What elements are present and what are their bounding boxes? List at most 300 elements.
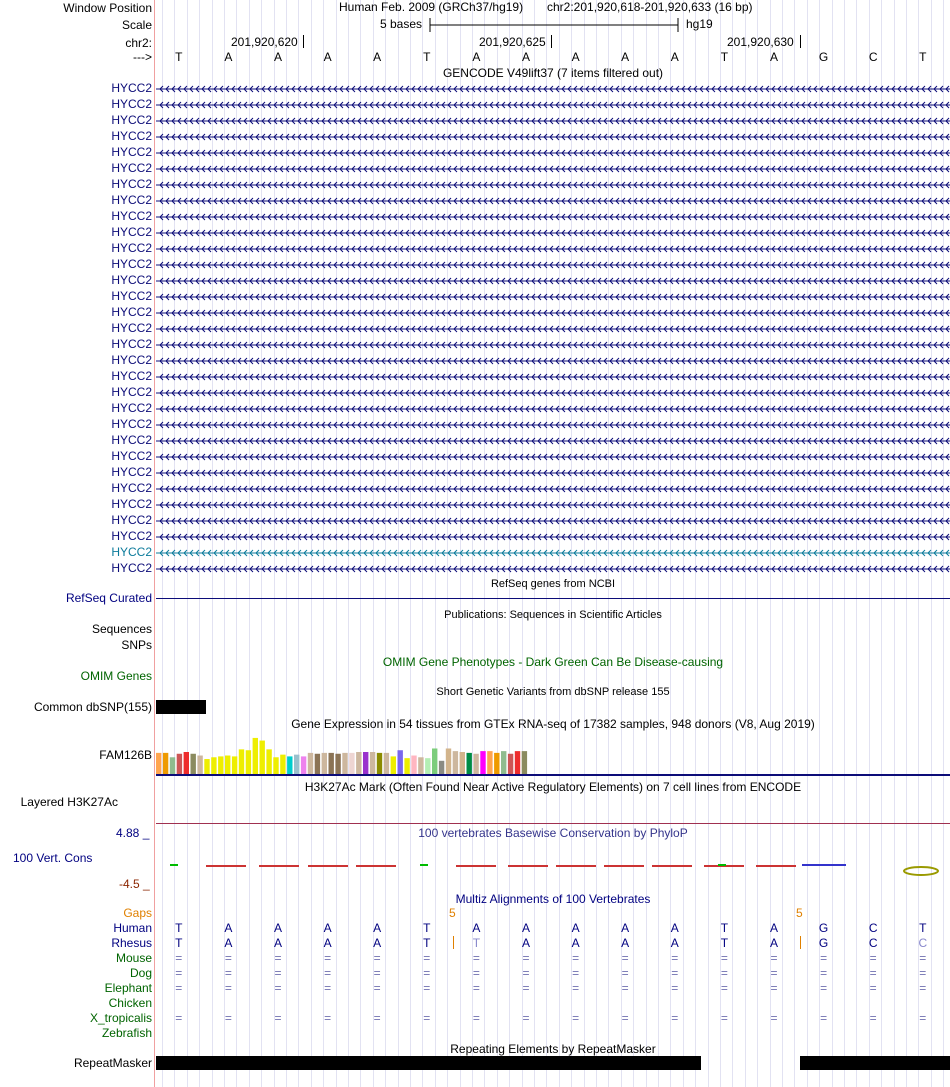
phylop-mark-15 (802, 864, 846, 866)
aln-elephant-11: = (671, 981, 679, 995)
aln-mouse-2: = (224, 951, 232, 965)
gtex-bar-40 (425, 758, 430, 774)
phylop-mark-14 (756, 865, 796, 867)
aln-rhesus-3: A (273, 936, 282, 950)
aln-human-6: T (423, 921, 431, 935)
aln-rhesus-14: G (818, 936, 829, 950)
species-label-zebrafish[interactable]: Zebrafish (101, 1026, 152, 1040)
aln-rhesus-13: A (769, 936, 778, 950)
gencode-feature-26[interactable] (156, 484, 950, 494)
gtex-bar-21 (294, 755, 299, 774)
gencode-feature-31[interactable] (156, 564, 950, 574)
repeatmasker-title: Repeating Elements by RepeatMasker (450, 1042, 656, 1056)
aln-rhesus-6: T (423, 936, 431, 950)
gencode-label-24[interactable]: HYCC2 (111, 449, 152, 463)
species-label-dog[interactable]: Dog (129, 966, 152, 980)
phylop-mark-2 (206, 865, 246, 867)
species-label-rhesus[interactable]: Rhesus (111, 936, 152, 950)
dbsnp-label[interactable]: Common dbSNP(155) (33, 700, 152, 714)
h3k27ac-baseline (156, 823, 950, 824)
aln-human-1: T (175, 921, 183, 935)
aln-elephant-6: = (423, 981, 431, 995)
aln-rhesus-2: A (224, 936, 233, 950)
gencode-feature-22[interactable] (156, 420, 950, 430)
aln-rhesus-9: A (571, 936, 580, 950)
gencode-feature-12[interactable] (156, 260, 950, 270)
phylop-mark-7 (456, 865, 496, 867)
gtex-bar-38 (411, 756, 416, 774)
gtex-bar-54 (522, 751, 527, 774)
aln-rhesus-12: T (720, 936, 729, 950)
phylop-mark-6 (420, 864, 428, 866)
aln-x_tropicalis-12: = (720, 1011, 728, 1025)
gtex-bar-3 (170, 757, 175, 774)
aln-mouse-11: = (671, 951, 679, 965)
gencode-feature-2[interactable] (156, 100, 950, 110)
aln-rhesus-5: A (373, 936, 382, 950)
gtex-bar-6 (191, 754, 196, 774)
aln-human-12: T (720, 921, 729, 935)
aln-elephant-1: = (175, 981, 183, 995)
repeat-element-1[interactable] (156, 1056, 701, 1070)
aln-mouse-6: = (423, 951, 431, 965)
gencode-feature-17[interactable] (156, 340, 950, 350)
gencode-feature-28[interactable] (156, 516, 950, 526)
aln-mouse-7: = (472, 951, 480, 965)
ruler-tick-3 (800, 35, 801, 48)
base-1: T (175, 50, 183, 64)
species-label-mouse[interactable]: Mouse (115, 951, 152, 965)
refseq-feature[interactable] (156, 598, 950, 599)
gencode-feature-3[interactable] (156, 116, 950, 126)
aln-elephant-9: = (572, 981, 580, 995)
aln-human-10: A (621, 921, 630, 935)
aln-dog-8: = (522, 966, 530, 980)
gtex-bar-7 (197, 756, 202, 774)
gtex-bar-35 (391, 756, 396, 774)
gencode-feature-4[interactable] (156, 132, 950, 142)
ruler-tick-2 (551, 35, 552, 48)
aln-dog-4: = (324, 966, 332, 980)
aln-rhesus-4: A (323, 936, 332, 950)
gtex-bar-31 (363, 752, 368, 774)
gencode-label-28[interactable]: HYCC2 (111, 513, 152, 527)
base-11: A (670, 50, 679, 64)
phylop-label[interactable]: 100 Vert. Cons (13, 851, 93, 865)
base-10: A (621, 50, 630, 64)
phylop-title: 100 vertebrates Basewise Conservation by PhyloP (418, 826, 688, 840)
gtex-bar-30 (356, 752, 361, 774)
repeat-element-2[interactable] (800, 1056, 950, 1070)
gencode-label-22[interactable]: HYCC2 (111, 417, 152, 431)
gtex-bar-53 (515, 751, 520, 774)
base-7: A (472, 50, 481, 64)
aln-human-11: A (670, 921, 679, 935)
aln-dog-6: = (423, 966, 431, 980)
ruler-pos-3: 201,920,630 (727, 35, 794, 49)
base-8: A (521, 50, 530, 64)
gencode-label-13[interactable]: HYCC2 (111, 273, 152, 287)
base-13: A (769, 50, 778, 64)
gencode-label-4[interactable]: HYCC2 (111, 129, 152, 143)
omim-title: OMIM Gene Phenotypes - Dark Green Can Be Disease-causing (382, 655, 724, 669)
gencode-label-7[interactable]: HYCC2 (111, 177, 152, 191)
gencode-feature-8[interactable] (156, 196, 950, 206)
gencode-label-20[interactable]: HYCC2 (111, 385, 152, 399)
phylop-mark-11 (652, 865, 692, 867)
aln-rhesus-15: C (868, 936, 878, 950)
gencode-feature-5[interactable] (156, 148, 950, 158)
gencode-label-2[interactable]: HYCC2 (111, 97, 152, 111)
strand-label: ---> (133, 50, 152, 64)
gencode-label-29[interactable]: HYCC2 (111, 529, 152, 543)
scale-bar (428, 17, 680, 33)
gtex-title: Gene Expression in 54 tissues from GTEx RNA-seq of 17382 samples, 948 donors (V8, Aug 2019) (291, 717, 815, 731)
gencode-label-16[interactable]: HYCC2 (111, 321, 152, 335)
aln-x_tropicalis-13: = (770, 1011, 778, 1025)
gencode-feature-7[interactable] (156, 180, 950, 190)
gencode-feature-16[interactable] (156, 324, 950, 334)
gencode-label-8[interactable]: HYCC2 (111, 193, 152, 207)
gtex-bar-37 (404, 758, 409, 774)
phylop-mark-1 (170, 864, 178, 866)
aln-dog-16: = (919, 966, 927, 980)
gtex-bar-17 (266, 749, 271, 774)
snps-label[interactable]: SNPs (121, 638, 152, 652)
aln-rhesus-1: T (175, 936, 183, 950)
gtex-bar-18 (273, 757, 278, 774)
aln-dog-3: = (274, 966, 282, 980)
refseq-title: RefSeq genes from NCBI (490, 578, 616, 590)
aln-rhesus-11: A (670, 936, 679, 950)
gencode-label-31[interactable]: HYCC2 (111, 561, 152, 575)
aln-human-2: A (224, 921, 233, 935)
gtex-bar-49 (487, 751, 492, 774)
gtex-gene-label[interactable]: FAM126B (99, 748, 152, 762)
gencode-label-30[interactable]: HYCC2 (111, 545, 152, 559)
gencode-feature-19[interactable] (156, 372, 950, 382)
gtex-bar-47 (473, 754, 478, 774)
aln-x_tropicalis-7: = (472, 1011, 480, 1025)
species-label-x_tropicalis[interactable]: X_tropicalis (89, 1011, 152, 1025)
aln-dog-15: = (869, 966, 877, 980)
aln-dog-10: = (621, 966, 629, 980)
gap-count-1: 5 (449, 906, 456, 920)
gencode-label-5[interactable]: HYCC2 (111, 145, 152, 159)
gtex-bar-1 (156, 753, 161, 774)
gtex-bar-5 (184, 752, 189, 774)
aln-human-7: A (472, 921, 481, 935)
aln-x_tropicalis-9: = (572, 1011, 580, 1025)
chrom-label: chr2: (125, 36, 152, 50)
gtex-bar-10 (218, 756, 223, 774)
gencode-feature-11[interactable] (156, 244, 950, 254)
gtex-bar-12 (232, 756, 237, 774)
gencode-label-6[interactable]: HYCC2 (111, 161, 152, 175)
gencode-label-12[interactable]: HYCC2 (111, 257, 152, 271)
dbsnp-feature[interactable] (156, 700, 206, 714)
aln-elephant-12: = (720, 981, 728, 995)
gtex-bar-graph[interactable] (156, 730, 556, 774)
gencode-label-1[interactable]: HYCC2 (111, 81, 152, 95)
aln-elephant-16: = (919, 981, 927, 995)
gencode-label-19[interactable]: HYCC2 (111, 369, 152, 383)
gtex-bar-46 (467, 753, 472, 774)
aln-mouse-14: = (820, 951, 828, 965)
gencode-label-9[interactable]: HYCC2 (111, 209, 152, 223)
aln-x_tropicalis-11: = (671, 1011, 679, 1025)
base-2: A (224, 50, 233, 64)
window-position-label: Window Position (63, 1, 152, 15)
phylop-mark-13 (718, 864, 726, 866)
ruler-pos-2: 201,920,625 (479, 35, 546, 49)
gtex-bar-29 (349, 753, 354, 774)
aln-x_tropicalis-10: = (621, 1011, 629, 1025)
aln-elephant-10: = (621, 981, 629, 995)
sequences-label[interactable]: Sequences (91, 622, 152, 636)
aln-x_tropicalis-16: = (919, 1011, 927, 1025)
gencode-label-11[interactable]: HYCC2 (111, 241, 152, 255)
aln-human-14: G (818, 921, 829, 935)
phylop-ellipse (904, 867, 938, 875)
assembly-text: Human Feb. 2009 (GRCh37/hg19) (339, 0, 524, 14)
aln-mouse-4: = (324, 951, 332, 965)
aln-mouse-8: = (522, 951, 530, 965)
aln-dog-11: = (671, 966, 679, 980)
repeatmasker-label[interactable]: RepeatMasker (73, 1056, 152, 1070)
gtex-bar-20 (287, 756, 292, 774)
gtex-bar-8 (204, 759, 209, 774)
gencode-label-25[interactable]: HYCC2 (111, 465, 152, 479)
gtex-bar-22 (301, 756, 306, 774)
gtex-bar-33 (377, 753, 382, 774)
aln-mouse-12: = (720, 951, 728, 965)
gencode-feature-29[interactable] (156, 532, 950, 542)
aln-elephant-5: = (373, 981, 381, 995)
phylop-mark-10 (604, 865, 644, 867)
aln-mouse-5: = (373, 951, 381, 965)
aln-x_tropicalis-2: = (224, 1011, 232, 1025)
multiz-title: Multiz Alignments of 100 Vertebrates (455, 892, 651, 906)
gtex-bar-50 (494, 753, 499, 774)
aln-x_tropicalis-14: = (820, 1011, 828, 1025)
aln-elephant-15: = (869, 981, 877, 995)
gencode-feature-10[interactable] (156, 228, 950, 238)
gencode-feature-18[interactable] (156, 356, 950, 366)
species-label-elephant[interactable]: Elephant (104, 981, 152, 995)
phylop-graph[interactable] (156, 855, 950, 879)
region-text: chr2:201,920,618-201,920,633 (16 bp) (547, 0, 753, 14)
publications-title: Publications: Sequences in Scientific Articles (444, 609, 662, 621)
db-text: hg19 (686, 17, 713, 31)
gtex-bar-36 (398, 750, 403, 774)
aln-human-5: A (373, 921, 382, 935)
aln-mouse-9: = (572, 951, 580, 965)
aln-x_tropicalis-8: = (522, 1011, 530, 1025)
gencode-feature-20[interactable] (156, 388, 950, 398)
gtex-bar-4 (177, 754, 182, 774)
gencode-feature-6[interactable] (156, 164, 950, 174)
gtex-bar-26 (329, 753, 334, 774)
aln-dog-9: = (572, 966, 580, 980)
gtex-bar-51 (501, 751, 506, 774)
aln-elephant-3: = (274, 981, 282, 995)
aln-human-3: A (273, 921, 282, 935)
gencode-feature-25[interactable] (156, 468, 950, 478)
aln-mouse-10: = (621, 951, 629, 965)
gaps-label: Gaps (123, 906, 152, 920)
h3k27ac-label[interactable]: Layered H3K27Ac (20, 795, 118, 809)
gtex-bar-28 (342, 753, 347, 774)
aln-human-4: A (323, 921, 332, 935)
gtex-bar-13 (239, 749, 244, 774)
aln-rhesus-7: T (472, 936, 481, 950)
gtex-bar-16 (260, 741, 265, 774)
phylop-mark-5 (356, 865, 396, 867)
aln-rhesus-8: A (521, 936, 530, 950)
base-6: T (423, 50, 431, 64)
gencode-feature-13[interactable] (156, 276, 950, 286)
h3k27ac-title: H3K27Ac Mark (Often Found Near Active Regulatory Elements) on 7 cell lines from ENCODE (304, 780, 802, 794)
aln-rhesus-16: C (918, 936, 928, 950)
species-label-chicken[interactable]: Chicken (108, 996, 152, 1010)
gencode-feature-15[interactable] (156, 308, 950, 318)
scale-label: Scale (121, 18, 152, 32)
aln-dog-2: = (224, 966, 232, 980)
gencode-feature-9[interactable] (156, 212, 950, 222)
aln-elephant-4: = (324, 981, 332, 995)
insertion-marker-1 (453, 936, 454, 949)
gencode-feature-21[interactable] (156, 404, 950, 414)
aln-rhesus-10: A (621, 936, 630, 950)
aln-x_tropicalis-15: = (869, 1011, 877, 1025)
gencode-label-27[interactable]: HYCC2 (111, 497, 152, 511)
aln-elephant-7: = (472, 981, 480, 995)
gencode-feature-30[interactable] (156, 548, 950, 558)
gtex-bar-41 (432, 748, 437, 774)
gencode-label-15[interactable]: HYCC2 (111, 305, 152, 319)
gtex-bar-11 (225, 756, 230, 774)
gtex-bar-44 (453, 751, 458, 774)
aln-human-16: T (919, 921, 927, 935)
aln-human-8: A (521, 921, 530, 935)
gencode-label-10[interactable]: HYCC2 (111, 225, 152, 239)
gencode-label-21[interactable]: HYCC2 (111, 401, 152, 415)
ruler-pos-1: 201,920,620 (231, 35, 298, 49)
gencode-feature-24[interactable] (156, 452, 950, 462)
aln-dog-14: = (820, 966, 828, 980)
gtex-bar-27 (335, 754, 340, 774)
aln-mouse-15: = (869, 951, 877, 965)
gtex-bar-25 (322, 753, 327, 774)
gtex-bar-34 (384, 753, 389, 774)
aln-mouse-16: = (919, 951, 927, 965)
gtex-bar-14 (246, 750, 251, 774)
aln-mouse-3: = (274, 951, 282, 965)
aln-elephant-14: = (820, 981, 828, 995)
gencode-label-3[interactable]: HYCC2 (111, 113, 152, 127)
gencode-label-18[interactable]: HYCC2 (111, 353, 152, 367)
phylop-max-label: 4.88 _ (116, 826, 150, 840)
gtex-bar-32 (370, 752, 375, 774)
gtex-bar-19 (280, 755, 285, 774)
gtex-bar-23 (308, 753, 313, 774)
aln-x_tropicalis-4: = (324, 1011, 332, 1025)
aln-dog-7: = (472, 966, 480, 980)
base-3: A (273, 50, 282, 64)
base-16: T (919, 50, 927, 64)
gencode-feature-1[interactable] (156, 84, 950, 94)
insertion-marker-2 (800, 936, 801, 949)
gtex-gene-line (156, 774, 950, 776)
gtex-bar-39 (418, 757, 423, 774)
gencode-label-17[interactable]: HYCC2 (111, 337, 152, 351)
aln-dog-1: = (175, 966, 183, 980)
gtex-bar-48 (480, 751, 485, 774)
gtex-bar-9 (211, 757, 216, 774)
phylop-min-label: -4.5 _ (119, 877, 150, 891)
gtex-bar-24 (315, 754, 320, 774)
aln-human-13: A (769, 921, 778, 935)
gencode-label-14[interactable]: HYCC2 (111, 289, 152, 303)
phylop-mark-4 (308, 865, 348, 867)
aln-x_tropicalis-6: = (423, 1011, 431, 1025)
gap-count-2: 5 (796, 906, 803, 920)
gtex-bar-43 (446, 748, 451, 774)
scale-text: 5 bases (380, 17, 423, 31)
aln-dog-13: = (770, 966, 778, 980)
base-12: T (720, 50, 729, 64)
base-5: A (373, 50, 382, 64)
gtex-bar-2 (163, 753, 168, 774)
gtex-bar-45 (460, 752, 465, 774)
aln-elephant-8: = (522, 981, 530, 995)
dbsnp-title: Short Genetic Variants from dbSNP release 155 (436, 686, 670, 698)
aln-human-9: A (571, 921, 580, 935)
aln-x_tropicalis-5: = (373, 1011, 381, 1025)
aln-dog-12: = (720, 966, 728, 980)
base-9: A (571, 50, 580, 64)
phylop-mark-3 (259, 865, 299, 867)
gencode-feature-23[interactable] (156, 436, 950, 446)
gtex-bar-42 (439, 761, 444, 774)
aln-mouse-1: = (175, 951, 183, 965)
gtex-bar-52 (508, 754, 513, 774)
gencode-label-26[interactable]: HYCC2 (111, 481, 152, 495)
base-15: C (868, 50, 878, 64)
aln-mouse-13: = (770, 951, 778, 965)
gencode-title: GENCODE V49lift37 (7 items filtered out) (442, 66, 664, 80)
omim-label[interactable]: OMIM Genes (80, 669, 152, 683)
gtex-bar-15 (253, 738, 258, 774)
aln-elephant-2: = (224, 981, 232, 995)
phylop-mark-8 (508, 865, 548, 867)
phylop-mark-9 (556, 865, 596, 867)
gencode-feature-27[interactable] (156, 500, 950, 510)
aln-dog-5: = (373, 966, 381, 980)
aln-elephant-13: = (770, 981, 778, 995)
refseq-label[interactable]: RefSeq Curated (65, 591, 152, 605)
gencode-label-23[interactable]: HYCC2 (111, 433, 152, 447)
aln-x_tropicalis-3: = (274, 1011, 282, 1025)
aln-human-15: C (868, 921, 878, 935)
species-label-human[interactable]: Human (113, 921, 152, 935)
base-4: A (323, 50, 332, 64)
gencode-feature-14[interactable] (156, 292, 950, 302)
ruler-tick-1 (303, 35, 304, 48)
base-14: G (818, 50, 829, 64)
aln-x_tropicalis-1: = (175, 1011, 183, 1025)
